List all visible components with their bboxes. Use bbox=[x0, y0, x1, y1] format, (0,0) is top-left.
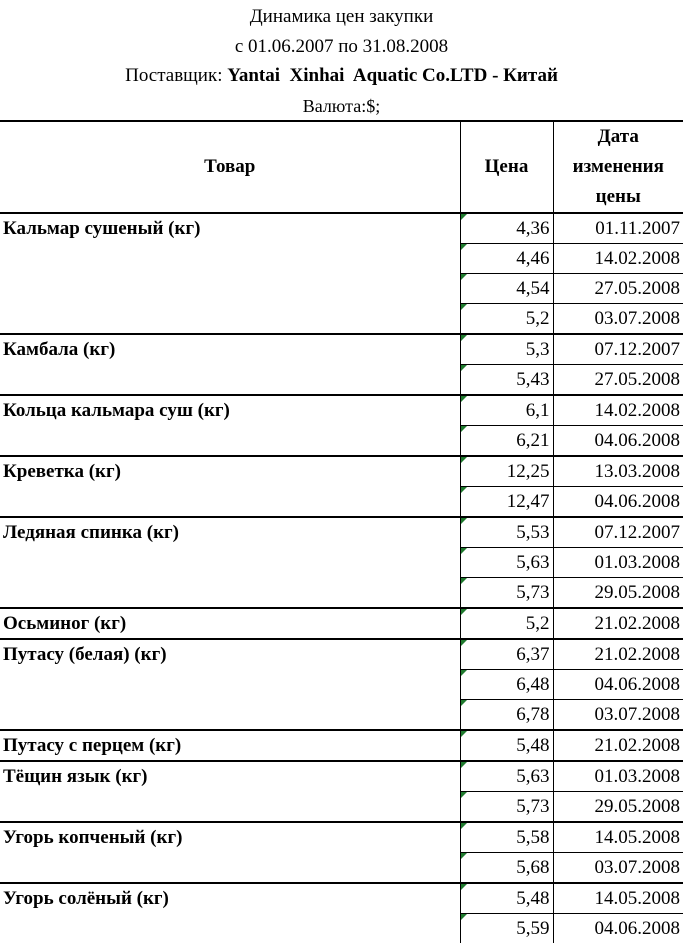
product-name-cell: Кольца кальмара суш (кг) bbox=[0, 395, 460, 456]
currency-line bbox=[0, 91, 683, 122]
supplier-name: Yantai Xinhai Aquatic Co.LTD - Китай bbox=[227, 65, 558, 86]
product-name-cell: Осьминог (кг) bbox=[0, 608, 460, 639]
price-table bbox=[0, 120, 683, 943]
date-cell: 29.05.2008 bbox=[553, 792, 683, 823]
currency-label: Валюта:$; bbox=[303, 96, 380, 116]
product-name-cell: Путасу (белая) (кг) bbox=[0, 639, 460, 730]
date-cell: 03.07.2008 bbox=[553, 700, 683, 731]
column-header-date-line2: изменения bbox=[554, 152, 683, 182]
date-cell: 07.12.2007 bbox=[553, 334, 683, 365]
date-cell: 27.05.2008 bbox=[553, 365, 683, 396]
date-cell: 01.03.2008 bbox=[553, 548, 683, 578]
price-cell: 12,25 bbox=[460, 456, 553, 487]
price-cell: 5,43 bbox=[460, 365, 553, 396]
report-title: Динамика цен закупки bbox=[0, 2, 683, 32]
table-row bbox=[0, 334, 683, 365]
product-name-cell: Ледяная спинка (кг) bbox=[0, 517, 460, 608]
supplier-label: Поставщик: bbox=[125, 65, 222, 86]
date-cell: 07.12.2007 bbox=[553, 517, 683, 548]
supplier-line bbox=[0, 61, 683, 91]
date-cell: 14.05.2008 bbox=[553, 883, 683, 914]
price-cell: 5,58 bbox=[460, 822, 553, 853]
date-cell: 13.03.2008 bbox=[553, 456, 683, 487]
date-cell: 03.07.2008 bbox=[553, 853, 683, 884]
column-header-date bbox=[553, 121, 683, 213]
date-cell: 04.06.2008 bbox=[553, 426, 683, 457]
column-header-date-line3: цены bbox=[554, 182, 683, 212]
date-cell: 14.02.2008 bbox=[553, 395, 683, 426]
price-cell: 5,3 bbox=[460, 334, 553, 365]
product-name-cell: Креветка (кг) bbox=[0, 456, 460, 517]
table-row bbox=[0, 730, 683, 761]
price-cell: 5,53 bbox=[460, 517, 553, 548]
price-cell: 4,36 bbox=[460, 213, 553, 244]
table-row bbox=[0, 822, 683, 853]
table-body bbox=[0, 213, 683, 943]
price-cell: 6,48 bbox=[460, 670, 553, 700]
price-cell: 5,59 bbox=[460, 914, 553, 943]
date-cell: 14.05.2008 bbox=[553, 822, 683, 853]
price-cell: 5,48 bbox=[460, 730, 553, 761]
price-cell: 5,63 bbox=[460, 548, 553, 578]
table-row bbox=[0, 639, 683, 670]
price-cell: 5,2 bbox=[460, 608, 553, 639]
date-cell: 14.02.2008 bbox=[553, 244, 683, 274]
column-header-date-line1: Дата bbox=[554, 122, 683, 152]
table-row bbox=[0, 213, 683, 244]
price-cell: 5,73 bbox=[460, 792, 553, 823]
date-cell: 04.06.2008 bbox=[553, 487, 683, 518]
date-cell: 04.06.2008 bbox=[553, 670, 683, 700]
date-cell: 27.05.2008 bbox=[553, 274, 683, 304]
column-header-price: Цена bbox=[460, 121, 553, 213]
table-row bbox=[0, 456, 683, 487]
price-cell: 6,1 bbox=[460, 395, 553, 426]
date-cell: 03.07.2008 bbox=[553, 304, 683, 335]
price-cell: 6,78 bbox=[460, 700, 553, 731]
report-period: с 01.06.2007 по 31.08.2008 bbox=[0, 32, 683, 62]
price-cell: 5,73 bbox=[460, 578, 553, 609]
column-header-product: Товар bbox=[0, 121, 460, 213]
table-row bbox=[0, 395, 683, 426]
price-cell: 4,46 bbox=[460, 244, 553, 274]
product-name-cell: Тёщин язык (кг) bbox=[0, 761, 460, 822]
price-cell: 5,63 bbox=[460, 761, 553, 792]
date-cell: 29.05.2008 bbox=[553, 578, 683, 609]
product-name-cell: Кальмар сушеный (кг) bbox=[0, 213, 460, 334]
table-header-row bbox=[0, 121, 683, 213]
price-cell: 4,54 bbox=[460, 274, 553, 304]
date-cell: 21.02.2008 bbox=[553, 639, 683, 670]
table-row bbox=[0, 761, 683, 792]
product-name-cell: Угорь солёный (кг) bbox=[0, 883, 460, 943]
table-row bbox=[0, 883, 683, 914]
product-name-cell: Путасу с перцем (кг) bbox=[0, 730, 460, 761]
product-name-cell: Камбала (кг) bbox=[0, 334, 460, 395]
product-name-cell: Угорь копченый (кг) bbox=[0, 822, 460, 883]
price-cell: 5,2 bbox=[460, 304, 553, 335]
price-cell: 5,68 bbox=[460, 853, 553, 884]
date-cell: 01.03.2008 bbox=[553, 761, 683, 792]
table-row bbox=[0, 608, 683, 639]
price-cell: 6,21 bbox=[460, 426, 553, 457]
price-cell: 6,37 bbox=[460, 639, 553, 670]
date-cell: 04.06.2008 bbox=[553, 914, 683, 943]
price-cell: 12,47 bbox=[460, 487, 553, 518]
date-cell: 21.02.2008 bbox=[553, 608, 683, 639]
price-cell: 5,48 bbox=[460, 883, 553, 914]
table-row bbox=[0, 517, 683, 548]
date-cell: 21.02.2008 bbox=[553, 730, 683, 761]
date-cell: 01.11.2007 bbox=[553, 213, 683, 244]
